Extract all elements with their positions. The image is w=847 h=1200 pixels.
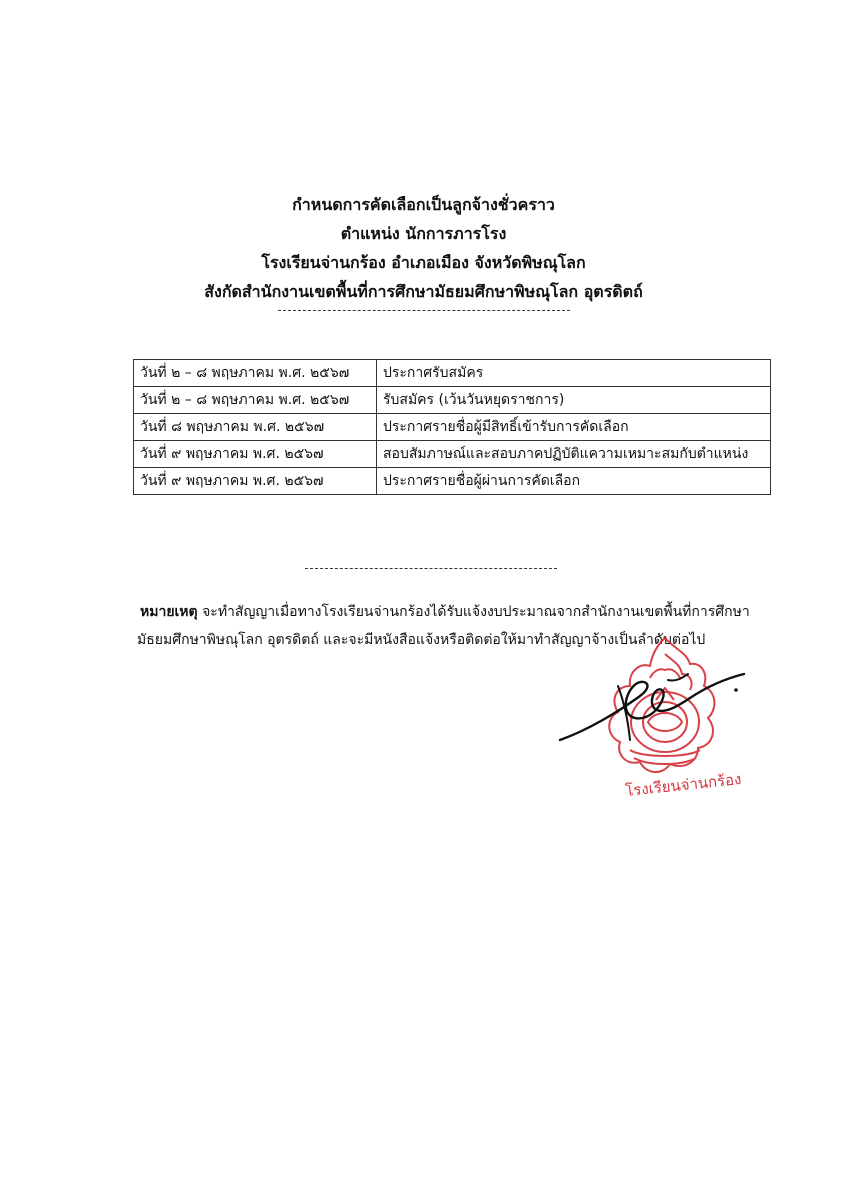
note-text-1: จะทำสัญญาเมื่อทางโรงเรียนจ่านกร้องได้รับแจ้งงบประมาณจากสำนักงานเขตพื้นที่การศึกษา (197, 604, 750, 620)
table-row (134, 441, 771, 468)
schedule-date: วันที่ ๘ พฤษภาคม พ.ศ. ๒๕๖๗ (134, 414, 377, 441)
schedule-activity: ประกาศรายชื่อผู้ผ่านการคัดเลือก (377, 468, 771, 495)
table-row (134, 414, 771, 441)
section-divider (305, 568, 557, 569)
schedule-activity: ประกาศรับสมัคร (377, 360, 771, 387)
header-school: โรงเรียนจ่านกร้อง อำเภอเมือง จังหวัดพิษณุโลก (261, 253, 586, 272)
header-office: สังกัดสำนักงานเขตพื้นที่การศึกษามัธยมศึกษาพิษณุโลก อุตรดิตถ์ (204, 282, 643, 301)
signature-icon (558, 660, 758, 750)
note-label: หมายเหตุ (140, 604, 198, 620)
note-line-1 (140, 598, 765, 626)
schedule-activity: ประกาศรายชื่อผู้มีสิทธิ์เข้ารับการคัดเลือก (377, 414, 771, 441)
schedule-date: วันที่ ๒ – ๘ พฤษภาคม พ.ศ. ๒๕๖๗ (134, 360, 377, 387)
header-title: กำหนดการคัดเลือกเป็นลูกจ้างชั่วคราว (292, 195, 555, 214)
header-divider (278, 310, 570, 311)
schedule-date: วันที่ ๙ พฤษภาคม พ.ศ. ๒๕๖๗ (134, 441, 377, 468)
schedule-table (133, 359, 771, 495)
document-header (0, 190, 847, 311)
seal-text: โรงเรียนจ่านกร้อง (624, 769, 743, 801)
header-position: ตำแหน่ง นักการภารโรง (340, 224, 507, 243)
table-row (134, 468, 771, 495)
table-row (134, 387, 771, 414)
table-row (134, 360, 771, 387)
schedule-activity: สอบสัมภาษณ์และสอบภาคปฏิบัติแความเหมาะสมกับตำแหน่ง (377, 441, 771, 468)
schedule-activity: รับสมัคร (เว้นวันหยุดราชการ) (377, 387, 771, 414)
note-text-2: มัธยมศึกษาพิษณุโลก อุตรดิตถ์ และจะมีหนังสือแจ้งหรือติดต่อให้มาทำสัญญาจ้างเป็นลำดับต่อไป (137, 632, 706, 648)
schedule-date: วันที่ ๒ – ๘ พฤษภาคม พ.ศ. ๒๕๖๗ (134, 387, 377, 414)
schedule-date: วันที่ ๙ พฤษภาคม พ.ศ. ๒๕๖๗ (134, 468, 377, 495)
